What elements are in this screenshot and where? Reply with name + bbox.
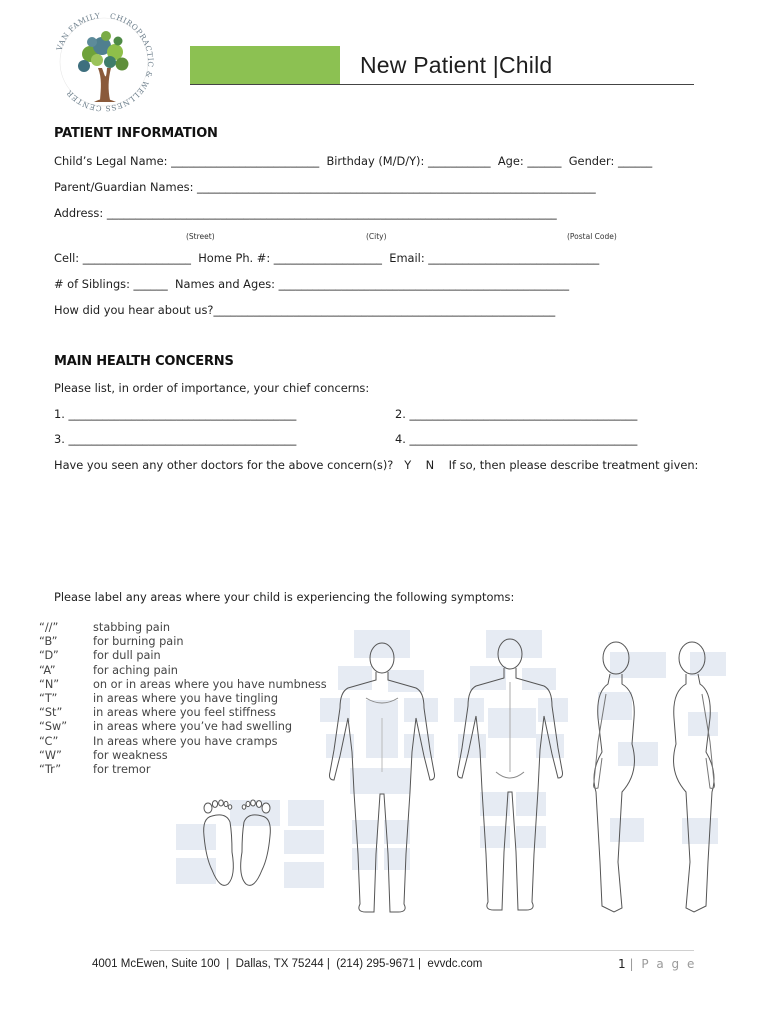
other-doctors-question[interactable]: Have you seen any other doctors for the above concern(s)? Y N If so, then please describe treatment given: xyxy=(54,458,699,472)
address-street-label: (Street) xyxy=(186,232,215,241)
side-figure-left xyxy=(674,642,715,912)
legend-desc: for dull pain xyxy=(93,649,161,663)
legend-code: “//” xyxy=(39,621,59,634)
legend-desc: for tremor xyxy=(93,762,151,776)
legend-code: “Tr” xyxy=(39,762,62,776)
footer-rule xyxy=(150,950,694,951)
concern-3-field[interactable]: 3. ________________________________________ xyxy=(54,432,297,446)
symptoms-intro: Please label any areas where your child is experiencing the following symptoms: xyxy=(54,590,515,604)
clinic-logo xyxy=(50,8,158,116)
label-boxes xyxy=(176,630,726,888)
referral-source-line[interactable]: How did you hear about us?____________________________________________________________ xyxy=(54,303,556,317)
legend-desc: stabbing pain xyxy=(93,621,171,634)
page-number xyxy=(618,957,696,971)
legend-desc: for aching pain xyxy=(93,663,178,677)
page-number-value: 1 xyxy=(618,957,626,971)
concern-1-field[interactable]: 1. ________________________________________ xyxy=(54,407,297,421)
logo-text-top: VAN FAMILY xyxy=(54,11,102,52)
parent-guardian-line[interactable]: Parent/Guardian Names: ______________________________________________________________________ xyxy=(54,180,596,194)
page-title: New Patient |Child xyxy=(360,52,553,78)
legend-desc: for weakness xyxy=(93,748,168,762)
logo-text-ring: CHIROPRACTIC & WELLNESS CENTER xyxy=(64,11,156,114)
concerns-intro: Please list, in order of importance, your chief concerns: xyxy=(54,381,370,395)
siblings-line[interactable]: # of Siblings: ______ Names and Ages: ___________________________________________________ xyxy=(54,277,570,291)
legend-code: “D” xyxy=(39,649,59,663)
side-figure-right xyxy=(594,642,635,912)
health-concerns-heading: MAIN HEALTH CONCERNS xyxy=(54,354,234,369)
address-city-label: (City) xyxy=(366,232,387,241)
legend-code: “St” xyxy=(39,706,63,720)
legend-desc: on or in areas where you have numbness xyxy=(93,677,327,691)
title-underline xyxy=(190,84,694,85)
legend-code: “Sw” xyxy=(39,720,68,734)
legend-desc: In areas where you have cramps xyxy=(93,734,278,748)
concern-4-field[interactable]: 4. ________________________________________ xyxy=(395,432,638,446)
legend-desc: for burning pain xyxy=(93,635,184,649)
child-name-birthday-age-gender-line[interactable]: Child’s Legal Name: __________________________ Birthday (M/D/Y): ___________ Age: ______ Gender: ______ xyxy=(54,154,653,168)
title-accent-bar xyxy=(190,46,340,84)
legend-desc: in areas where you feel stiffness xyxy=(93,706,276,720)
legend-desc: in areas where you have tingling xyxy=(93,691,279,705)
footer-contact: 4001 McEwen, Suite 100 | Dallas, TX 75244 | (214) 295-9671 | evvdc.com xyxy=(92,958,483,970)
legend-code: “B” xyxy=(39,635,58,649)
concern-2-field[interactable]: 2. ________________________________________ xyxy=(395,407,638,421)
address-line[interactable]: Address: _______________________________________________________________________________ xyxy=(54,206,557,220)
page-label: | P a g e xyxy=(629,957,697,971)
legend-code: “N” xyxy=(39,677,60,691)
body-diagram[interactable] xyxy=(170,622,730,922)
legend-code: “C” xyxy=(39,734,59,748)
address-postal-label: (Postal Code) xyxy=(567,232,617,241)
legend-code: “T” xyxy=(39,691,58,705)
legend-desc: in areas where you’ve had swelling xyxy=(93,720,293,734)
legend-code: “A” xyxy=(39,663,56,677)
legend-code: “W” xyxy=(39,748,62,762)
cell-home-email-line[interactable]: Cell: ___________________ Home Ph. #: ___________________ Email: ______________________________ xyxy=(54,251,600,265)
patient-info-heading: PATIENT INFORMATION xyxy=(54,126,218,141)
